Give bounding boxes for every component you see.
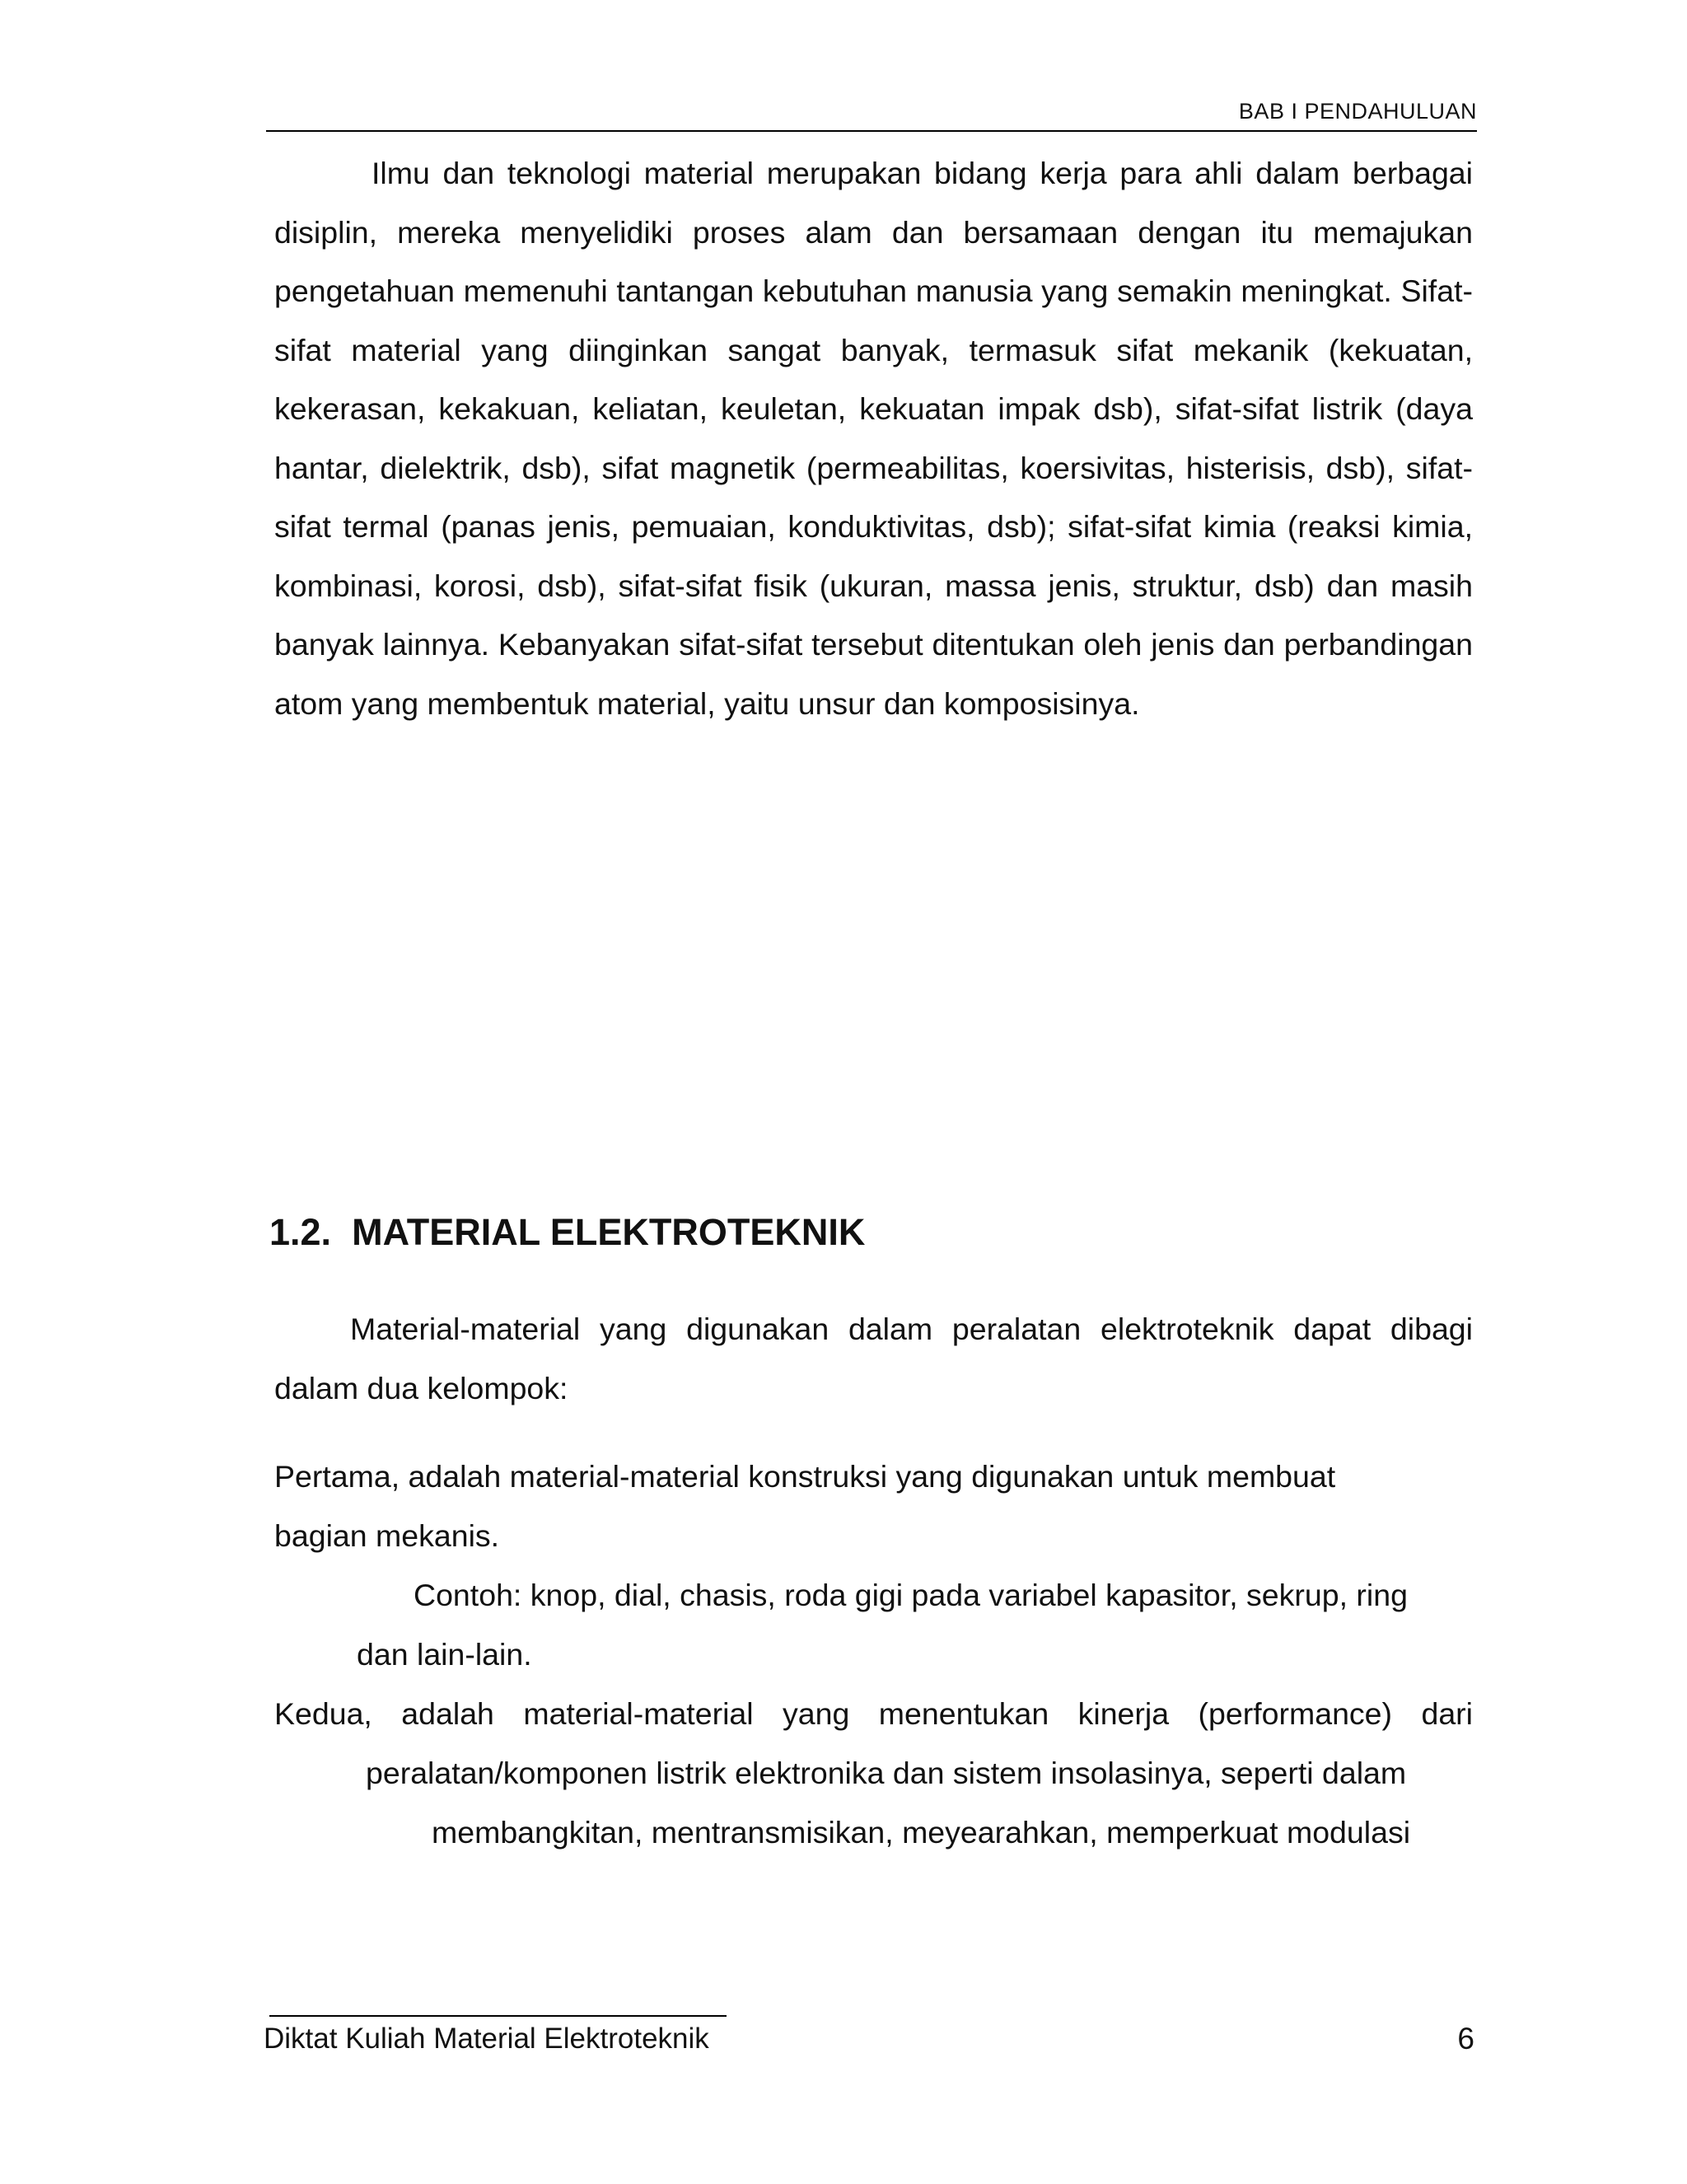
- section-heading: [269, 1209, 865, 1256]
- running-header: BAB I PENDAHULUAN: [1238, 99, 1477, 124]
- footer-title: Diktat Kuliah Material Elektroteknik: [264, 2023, 709, 2055]
- page-number: 6: [1457, 2022, 1474, 2055]
- section-intro-paragraph: Material-material yang digunakan dalam peralatan elektroteknik dapat dibagi dalam dua kelompok:: [274, 1312, 1473, 1405]
- second-group-line-3: membangkitan, mentransmisikan, meyearahkan, memperkuat modulasi: [432, 1815, 1411, 1850]
- section-title: MATERIAL ELEKTROTEKNIK: [352, 1211, 866, 1253]
- example-line-1: Contoh: knop, dial, chasis, roda gigi pada variabel kapasitor, sekrup, ring: [414, 1578, 1408, 1612]
- example-line-2: dan lain-lain.: [357, 1637, 532, 1672]
- footer-rule: [269, 2015, 727, 2017]
- first-group-line-1: Pertama, adalah material-material konstruksi yang digunakan untuk membuat: [274, 1459, 1336, 1494]
- intro-paragraph: Ilmu dan teknologi material merupakan bidang kerja para ahli dalam berbagai disiplin, mereka menyelidiki proses alam dan bersamaan dengan itu memajukan pengetahuan memenuhi tantangan kebutuhan manusia yang semakin meningkat. Sifat-sifat material yang diinginkan sangat banyak, termasuk sifat mekanik (kekuatan, kekerasan, kekakuan, keliatan, keuletan, kekuatan impak dsb), sifat-sifat listrik (daya hantar, dielektrik, dsb), sifat magnetik (permeabilitas, koersivitas, histerisis, dsb), sifat-sifat termal (panas jenis, pemuaian, konduktivitas, dsb); sifat-sifat kimia (reaksi kimia, kombinasi, korosi, dsb), sifat-sifat fisik (ukuran, massa jenis, struktur, dsb) dan masih banyak lainnya. Kebanyakan sifat-sifat tersebut ditentukan oleh jenis dan perbandingan atom yang membentuk material, yaitu unsur dan komposisinya.: [274, 156, 1473, 721]
- second-group-line-2: peralatan/komponen listrik elektronika dan sistem insolasinya, seperti dalam: [366, 1756, 1407, 1790]
- second-group-line-1: Kedua, adalah material-material yang menentukan kinerja (performance) dari: [274, 1696, 1473, 1731]
- header-rule: [266, 130, 1477, 132]
- first-group-line-2: bagian mekanis.: [274, 1518, 500, 1553]
- section-number: 1.2.: [269, 1211, 332, 1253]
